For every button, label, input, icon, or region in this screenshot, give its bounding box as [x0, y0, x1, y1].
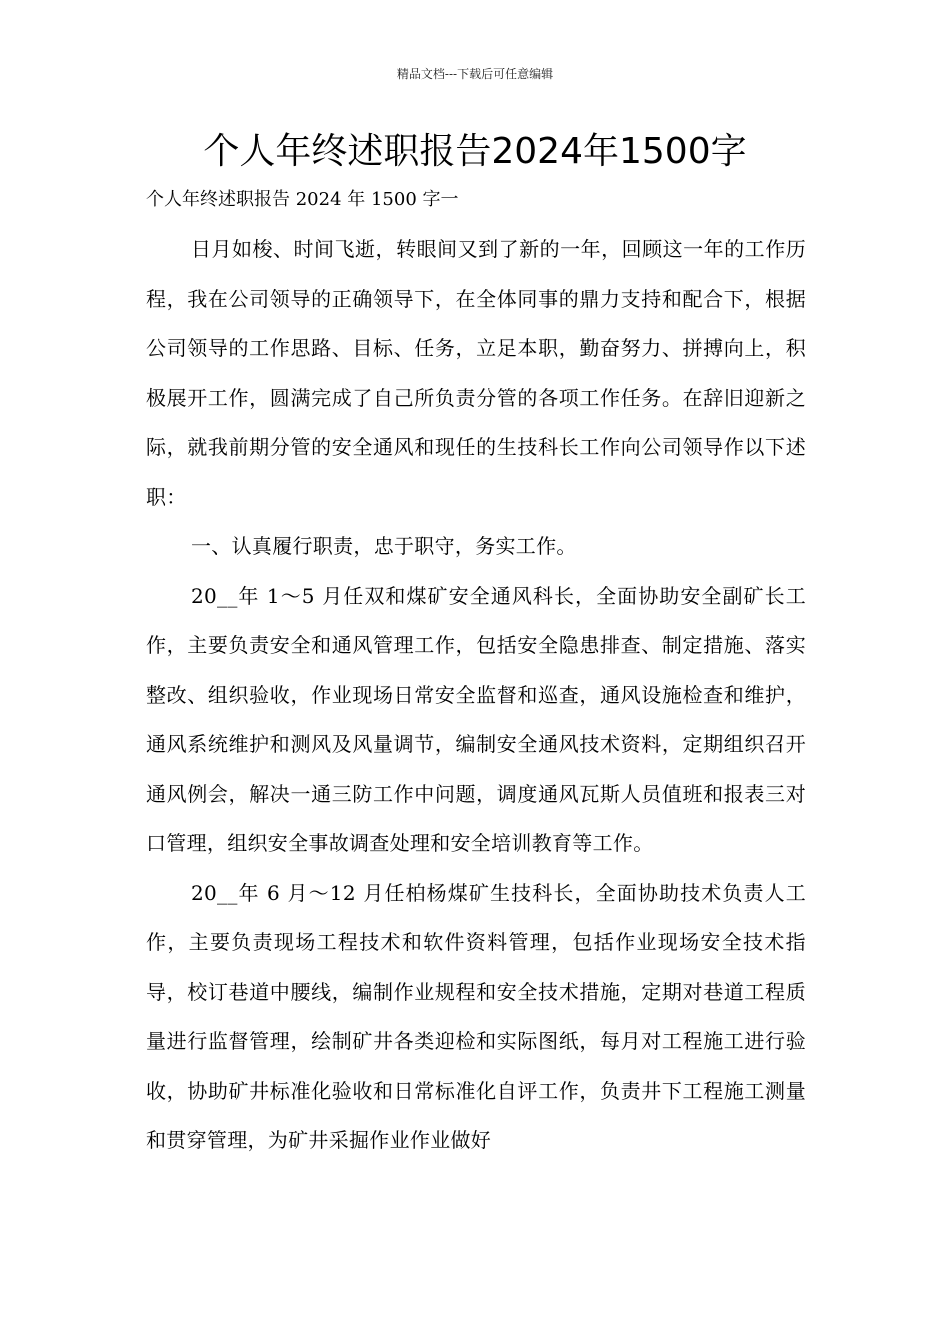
paragraph-technical-role: 20__年 6 月～12 月任柏杨煤矿生技科长，全面协助技术负责人工作，主要负责现场工程技术和软件资料管理，包括作业现场安全技术指导，校订巷道中腰线，编制作业规程和安全技术措施，定期对巷道工程质量进行监督管理，绘制矿井各类迎检和实际图纸，每月对工程施工进行验收，协助矿井标准化验收和日常标准化自评工作，负责井下工程施工测量和贯穿管理，为矿井采掘作业作业做好 — [146, 880, 806, 1152]
document-body — [146, 225, 806, 1166]
paragraph-intro: 日月如梭、时间飞逝，转眼间又到了新的一年，回顾这一年的工作历程，我在公司领导的正确领导下，在全体同事的鼎力支持和配合下，根据公司领导的工作思路、目标、任务，立足本职，勤奋努力、拼搏向上，积极展开工作，圆满完成了自己所负责分管的各项工作任务。在辞旧迎新之际，就我前期分管的安全通风和现任的生技科长工作向公司领导作以下述职： — [146, 237, 806, 509]
document-subtitle: 个人年终述职报告 2024 年 1500 字一 — [146, 189, 459, 210]
document-title: 个人年终述职报告2024年1500字 — [203, 131, 747, 172]
paragraph-ventilation-role: 20__年 1～5 月任双和煤矿安全通风科长，全面协助安全副矿长工作，主要负责安全和通风管理工作，包括安全隐患排查、制定措施、落实整改、组织验收，作业现场日常安全监督和巡查，通风设施检查和维护，通风系统维护和测风及风量调节，编制安全通风技术资料，定期组织召开通风例会，解决一通三防工作中问题，调度通风瓦斯人员值班和报表三对口管理，组织安全事故调查处理和安全培训教育等工作。 — [146, 583, 806, 855]
section-heading-1: 一、认真履行职责，忠于职守，务实工作。 — [191, 534, 577, 558]
page-header: 精品文档---下载后可任意编辑 — [396, 67, 554, 81]
